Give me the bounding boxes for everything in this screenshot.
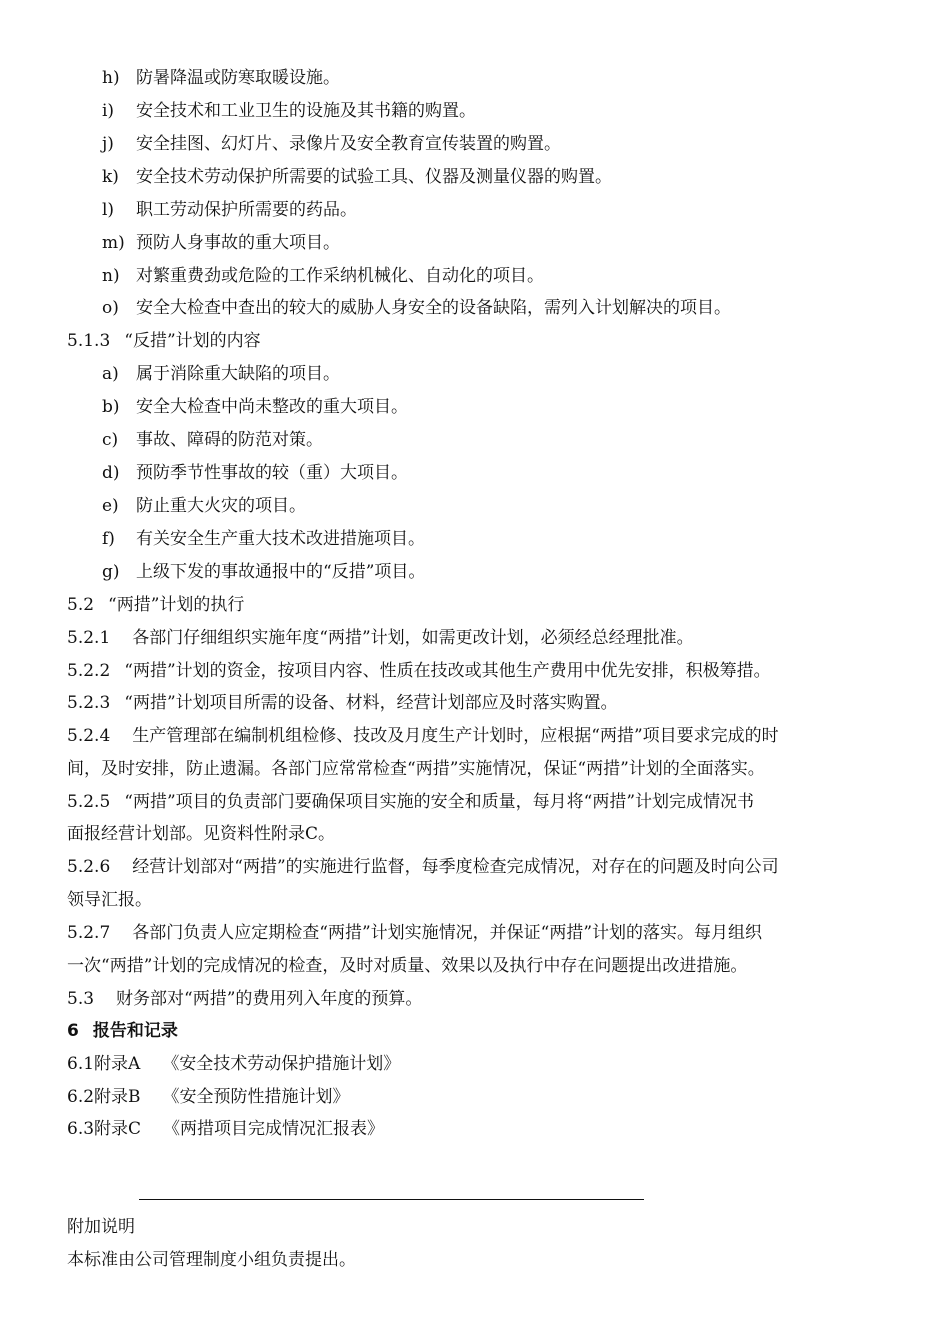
clause-text: “两措”项目的负责部门要确保项目实施的安全和质量，每月将“两措”计划完成情况书 (124, 792, 755, 812)
list-item (102, 265, 544, 287)
section-number: 5.2 (67, 595, 95, 615)
clause-5-2-2 (67, 660, 771, 682)
clause-5-2-1 (67, 627, 694, 649)
list-item (102, 561, 425, 583)
list-text: 预防人身事故的重大项目。 (136, 233, 340, 253)
list-item (102, 166, 612, 188)
list-marker: o) (102, 298, 119, 318)
list-text: 预防季节性事故的较（重）大项目。 (136, 463, 408, 483)
list-marker: l) (102, 200, 115, 220)
list-marker: i) (102, 101, 115, 121)
list-item (102, 67, 340, 89)
clause-5-2-4 (67, 725, 779, 747)
footer-divider (139, 1199, 644, 1200)
list-text: 事故、障碍的防范对策。 (136, 430, 323, 450)
appendix-ref: 6.2附录B (67, 1087, 141, 1107)
appendix-item (67, 1086, 350, 1108)
list-marker: g) (102, 562, 120, 582)
clause-number: 5.2.7 (67, 923, 111, 943)
list-text: 安全技术劳动保护所需要的试验工具、仪器及测量仪器的购置。 (136, 167, 612, 187)
list-text: 安全大检查中尚未整改的重大项目。 (136, 397, 408, 417)
clause-text: 各部门仔细组织实施年度“两措”计划，如需更改计划，必须经总经理批准。 (132, 628, 694, 648)
list-item (102, 199, 357, 221)
list-item (102, 297, 731, 319)
list-item (102, 232, 340, 254)
clause-number: 5.2.5 (67, 792, 111, 812)
footer-heading: 附加说明 (67, 1217, 135, 1237)
clause-number: 5.3 (67, 989, 95, 1009)
list-text: 防止重大火灾的项目。 (136, 496, 306, 516)
list-marker: a) (102, 364, 119, 384)
list-item (102, 528, 425, 550)
list-marker: b) (102, 397, 120, 417)
list-marker: c) (102, 430, 119, 450)
list-marker: n) (102, 266, 120, 286)
section-heading-5-2 (67, 594, 244, 616)
list-item (102, 429, 323, 451)
list-item (102, 462, 408, 484)
footer-text: 本标准由公司管理制度小组负责提出。 (67, 1250, 356, 1270)
section-title: “反措”计划的内容 (124, 331, 261, 351)
list-item (102, 363, 340, 385)
section-heading-5-1-3 (67, 330, 261, 352)
appendix-item (67, 1053, 400, 1075)
list-item (102, 133, 561, 155)
section-number: 6 (67, 1021, 79, 1041)
appendix-title: 《两措项目完成情况汇报表》 (163, 1119, 385, 1139)
clause-text: 财务部对“两措”的费用列入年度的预算。 (116, 989, 423, 1009)
clause-number: 5.2.2 (67, 661, 111, 681)
clause-text: 经营计划部对“两措”的实施进行监督，每季度检查完成情况，对存在的问题及时向公司 (132, 857, 779, 877)
clause-text: 各部门负责人应定期检查“两措”计划实施情况，并保证“两措”计划的落实。每月组织 (132, 923, 763, 943)
list-text: 有关安全生产重大技术改进措施项目。 (136, 529, 425, 549)
list-item (102, 495, 306, 517)
appendix-ref: 6.1附录A (67, 1054, 141, 1074)
clause-5-3 (67, 988, 422, 1010)
list-text: 职工劳动保护所需要的药品。 (136, 200, 357, 220)
appendix-title: 《安全技术劳动保护措施计划》 (162, 1054, 401, 1074)
clause-5-2-7 (67, 922, 762, 944)
clause-continuation: 一次“两措”计划的完成情况的检查，及时对质量、效果以及执行中存在问题提出改进措施。 (67, 956, 748, 976)
appendix-ref: 6.3附录C (67, 1119, 142, 1139)
list-text: 上级下发的事故通报中的“反措”项目。 (136, 562, 426, 582)
clause-continuation: 领导汇报。 (67, 890, 152, 910)
clause-text: “两措”计划项目所需的设备、材料，经营计划部应及时落实购置。 (124, 693, 618, 713)
section-title: 报告和记录 (92, 1021, 178, 1041)
appendix-title: 《安全预防性措施计划》 (162, 1087, 350, 1107)
list-text: 对繁重费劲或危险的工作采纳机械化、自动化的项目。 (136, 266, 544, 286)
clause-5-2-3 (67, 692, 618, 714)
list-text: 属于消除重大缺陷的项目。 (136, 364, 340, 384)
list-item (102, 396, 408, 418)
list-text: 安全挂图、幻灯片、录像片及安全教育宣传装置的购置。 (136, 134, 561, 154)
list-marker: f) (102, 529, 115, 549)
list-marker: h) (102, 68, 120, 88)
list-marker: m) (102, 233, 125, 253)
clause-text: 生产管理部在编制机组检修、技改及月度生产计划时，应根据“两措”项目要求完成的时 (132, 726, 779, 746)
list-text: 防暑降温或防寒取暖设施。 (136, 68, 340, 88)
list-marker: e) (102, 496, 119, 516)
clause-text: “两措”计划的资金，按项目内容、性质在技改或其他生产费用中优先安排，积极筹措。 (124, 661, 771, 681)
list-marker: d) (102, 463, 120, 483)
list-item (102, 100, 476, 122)
section-title: “两措”计划的执行 (108, 595, 245, 615)
list-marker: j) (102, 134, 114, 154)
section-heading-6 (67, 1020, 178, 1042)
section-number: 5.1.3 (67, 331, 111, 351)
clause-continuation: 间，及时安排，防止遗漏。各部门应常常检查“两措”实施情况，保证“两措”计划的全面落实。 (67, 759, 765, 779)
clause-number: 5.2.4 (67, 726, 111, 746)
appendix-item (67, 1118, 384, 1140)
list-marker: k) (102, 167, 119, 187)
clause-5-2-6 (67, 856, 779, 878)
clause-number: 5.2.3 (67, 693, 111, 713)
clause-number: 5.2.1 (67, 628, 111, 648)
list-text: 安全技术和工业卫生的设施及其书籍的购置。 (136, 101, 476, 121)
list-text: 安全大检查中查出的较大的威胁人身安全的设备缺陷，需列入计划解决的项目。 (136, 298, 731, 318)
clause-number: 5.2.6 (67, 857, 111, 877)
clause-continuation: 面报经营计划部。见资料性附录C。 (67, 824, 336, 844)
clause-5-2-5 (67, 791, 754, 813)
